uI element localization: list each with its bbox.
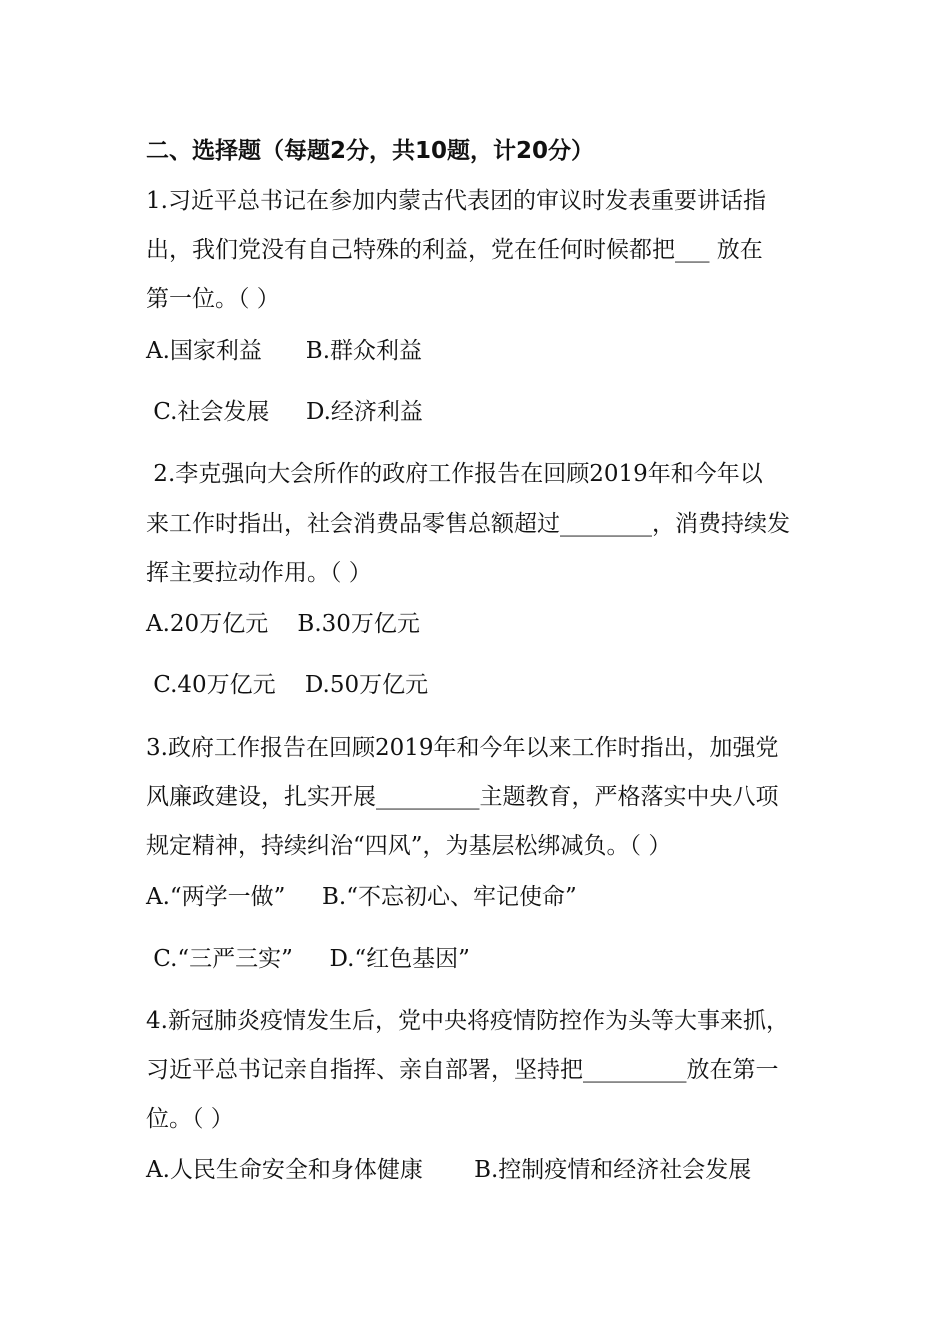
question-1-options-1: A.国家利益 B.群众利益	[146, 338, 422, 364]
question-4-line-1: 4.新冠肺炎疫情发生后，党中央将疫情防控作为头等大事来抓，	[146, 1008, 789, 1034]
question-2-options-2: C.40万亿元 D.50万亿元	[146, 672, 429, 698]
question-1-options-2: C.社会发展 D.经济利益	[146, 399, 423, 425]
question-2-options-1: A.20万亿元 B.30万亿元	[146, 611, 420, 637]
question-3-line-1: 3.政府工作报告在回顾2019年和今年以来工作时指出，加强党	[146, 735, 779, 761]
question-2-line-2: 来工作时指出，社会消费品零售总额超过________，消费持续发	[146, 511, 790, 537]
question-2-line-3: 挥主要拉动作用。（ ）	[146, 560, 372, 586]
question-4-line-2: 习近平总书记亲自指挥、亲自部署，坚持把_________放在第一	[146, 1057, 779, 1083]
question-1-line-2: 出，我们党没有自己特殊的利益，党在任何时候都把___ 放在	[146, 237, 763, 263]
question-2-line-1: 2.李克强向大会所作的政府工作报告在回顾2019年和今年以	[146, 461, 763, 487]
question-3-options-2: C.“三严三实” D.“红色基因”	[146, 946, 470, 972]
section-title: 二、选择题（每题2分，共10题，计20分）	[146, 138, 595, 164]
question-4-options-1: A.人民生命安全和身体健康 B.控制疫情和经济社会发展	[146, 1157, 752, 1183]
question-4-line-3: 位。（ ）	[146, 1106, 234, 1132]
question-3-line-2: 风廉政建设，扎实开展_________主题教育，严格落实中央八项	[146, 784, 779, 810]
question-1-line-3: 第一位。（ ）	[146, 286, 280, 312]
question-3-options-1: A.“两学一做” B.“不忘初心、牢记使命”	[146, 884, 577, 910]
question-1-line-1: 1.习近平总书记在参加内蒙古代表团的审议时发表重要讲话指	[146, 188, 766, 214]
question-3-line-3: 规定精神，持续纠治“四风”，为基层松绑减负。（ ）	[146, 833, 672, 859]
